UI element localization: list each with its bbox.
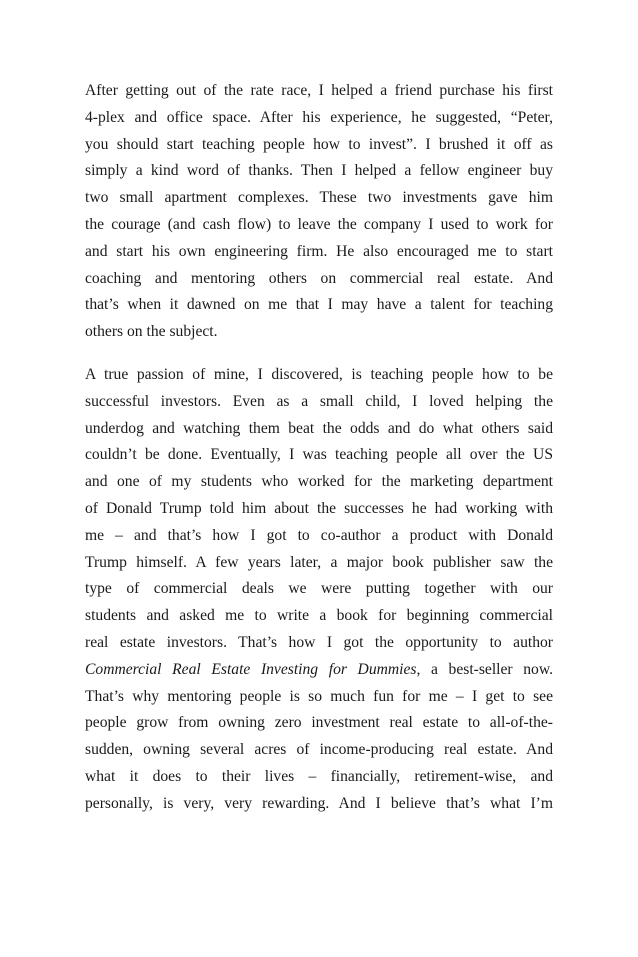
text-line: coaching and mentoring others on commercial real estate. And (85, 269, 553, 287)
paragraph-2 (85, 362, 553, 818)
text-line: simply a kind word of thanks. Then I helped a fellow engineer buy (85, 162, 553, 180)
text-line: type of commercial deals we were putting together with our (85, 580, 553, 598)
text-line: what it does to their lives – financially, retirement-wise, and (85, 767, 553, 785)
text-line: two small apartment complexes. These two investments gave him (85, 189, 553, 207)
text-line: that’s when it dawned on me that I may have a talent for teaching (85, 296, 553, 314)
text-line: underdog and watching them beat the odds and do what others said (85, 419, 553, 437)
text-line: personally, is very, very rewarding. And I believe that’s what I’m (85, 794, 553, 812)
text-line: me – and that’s how I got to co-author a product with Donald (85, 526, 553, 544)
text-line: couldn’t be done. Eventually, I was teaching people all over the US (85, 446, 553, 464)
text-line: Trump himself. A few years later, a major book publisher saw the (85, 553, 553, 571)
text-line: sudden, owning several acres of income-producing real estate. And (85, 741, 553, 759)
text-line: and start his own engineering firm. He also encouraged me to start (85, 242, 553, 260)
text-line: and one of my students who worked for the marketing department (85, 473, 553, 491)
text-line: others on the subject. (85, 323, 218, 341)
text-line: you should start teaching people how to invest”. I brushed it off as (85, 135, 553, 153)
book-title: Commercial Real Estate Investing for Dummies (85, 660, 417, 678)
text-line: That’s why mentoring people is so much fun for me – I get to see (85, 687, 553, 705)
page-body (85, 78, 553, 818)
text-line: people grow from owning zero investment real estate to all-of-the- (85, 714, 553, 732)
paragraph-1 (85, 78, 553, 346)
text-line: A true passion of mine, I discovered, is teaching people how to be (85, 365, 553, 383)
title-line-rest: , a best-seller now. (416, 660, 553, 678)
text-line: of Donald Trump told him about the successes he had working with (85, 499, 553, 517)
text-line: 4-plex and office space. After his experience, he suggested, “Peter, (85, 108, 553, 126)
text-line: students and asked me to write a book for beginning commercial (85, 607, 553, 625)
text-line: successful investors. Even as a small child, I loved helping the (85, 392, 553, 410)
text-line: the courage (and cash flow) to leave the company I used to work for (85, 215, 553, 233)
text-line: real estate investors. That’s how I got the opportunity to author (85, 633, 553, 651)
text-line-with-title (85, 657, 553, 684)
text-line: After getting out of the rate race, I helped a friend purchase his first (85, 82, 553, 99)
paragraph-spacer (85, 346, 553, 362)
